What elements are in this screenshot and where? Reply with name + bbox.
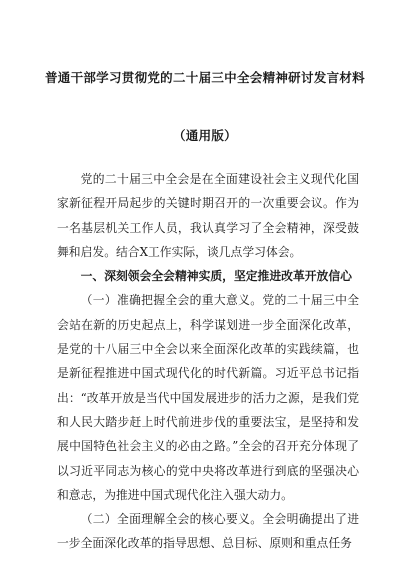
body-paragraph: （二）全面理解全会的核心要义。全会明确提出了进一步全面深化改革的指导思想、总目标、原则和重点任务 [57,512,359,551]
intro-paragraph: 党的二十届三中全会是在全面建设社会主义现代化国家新征程开局起步的关键时期召开的一次重要会议。作为一名基层机关工作人员，我认真学习了全会精神，深受鼓舞和启发。结合X工作实际，谈几点学习体会。 [57,172,359,259]
section-heading: 一、深刻领会全会精神实质，坚定推进改革开放信心 [80,269,352,284]
document-title: 普通干部学习贯彻党的二十届三中全会精神研讨发言材料 [44,70,365,85]
document-subtitle: （通用版） [172,128,237,143]
body-paragraph: （一）准确把握全会的重大意义。党的二十届三中全会站在新的历史起点上，科学谋划进一步全面深化改革，是党的十八届三中全会以来全面深化改革的实践续篇，也是新征程推进中国式现代化的时代新篇。习近平总书记指出：“改革开放是当代中国发展进步的活力之源，是我们党和人民大踏步赶上时代前进步伐的重要法宝，是坚持和发展中国特色社会主义的必由之路。”全会的召开充分体现了以习近平同志为核心的党中央将改革进行到底的坚强决心和意志，为推进中国式现代化注入强大动力。 [57,293,359,502]
document-body [57,167,359,556]
